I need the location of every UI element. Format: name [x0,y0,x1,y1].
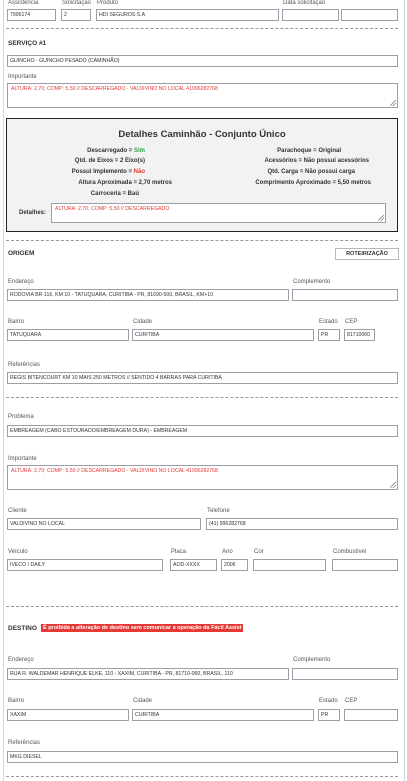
origem-title: ORIGEM [8,250,35,257]
servico-title: SERVIÇO #1 [8,40,47,47]
data-solicitacao-label: Data solicitação [283,0,326,6]
parachoque-label: Parachoque = [277,148,319,154]
carroceria-value: Baú [127,191,139,197]
origem-complemento-field[interactable] [292,289,398,301]
assistencia-label: Assistência [8,0,39,6]
altura-label: Altura Aproximada = [78,180,139,186]
acessorios-label: Acessórios = [264,158,304,164]
resize-grip-icon[interactable] [390,482,396,488]
servico-importante-text: ALTURA: 2,70; COMP: 5,50 // DESCARREGADO - VALDIVINO NO LOCAL 41996282768 [11,86,218,92]
produto-field[interactable]: HDI SEGUROS S.A [96,9,279,21]
combustivel-field[interactable] [332,559,398,571]
truck-details-title: Detalhes Caminhão - Conjunto Único [118,129,286,140]
origem-cidade-label: Cidade [133,319,153,325]
telefone-field[interactable]: (41) 996282768 [206,518,398,530]
destino-estado-label: Estado [319,698,338,704]
divider [6,397,398,398]
implemento-value: Não [133,169,145,175]
truck-details-box [6,118,398,232]
telefone-label: Telefone [207,508,230,514]
placa-label: Placa [171,549,187,555]
data-solicitacao-field[interactable] [282,9,339,21]
implemento-row [72,168,145,176]
origem-estado-label: Estado [319,319,338,325]
acessorios-row [264,157,369,165]
origem-referencias-label: Referências [8,362,41,368]
destino-estado-field[interactable]: PR [318,709,340,721]
problema-importante-text: ALTURA: 2,70; COMP: 5,50 // DESCARREGADO - VALDIVINO NO LOCAL 41996282768 [11,468,218,474]
destino-cep-field[interactable] [344,709,398,721]
combustivel-label: Combustível [333,549,367,555]
solicitacao-label: Solicitação [62,0,92,6]
carga-value: Não possui carga [304,169,355,175]
comprimento-row [255,179,371,187]
descarregado-row [87,147,145,155]
origem-bairro-label: Bairro [8,319,25,325]
parachoque-value: Original [318,148,341,154]
problema-field[interactable]: EMBREAGEM (CABO ESTOURADO/EMBREAGEM DURA) - EMBREAGEM [7,425,398,437]
detalhes-textarea[interactable] [51,203,386,223]
acessorios-value: Não possui acessórios [303,158,369,164]
veiculo-label: Veículo [8,549,28,555]
produto-label: Produto [97,0,119,6]
carga-row [267,168,355,176]
origem-endereco-field[interactable]: RODOVIA BR-116, KM 10 - TATUQUARA, CURITIBA - PR, 81690-500, BRASIL, KM+10 [7,289,289,301]
origem-referencias-field[interactable]: REGIS BITENCOURT KM 10 MAIS 250 METROS // SENTIDO 4 BARRAS PARA CURITIBA [7,372,398,384]
placa-field[interactable]: AOD-XXXX [170,559,217,571]
destino-title: DESTINO [8,625,37,632]
servico-importante-textarea[interactable] [7,83,398,108]
ano-label: Ano [222,549,233,555]
comprimento-label: Comprimento Aproximado = [255,180,338,186]
implemento-label: Possui Implemento = [71,169,134,175]
descarregado-label: Descarregado = [87,148,134,154]
resize-grip-icon[interactable] [390,100,396,106]
divider [6,606,398,607]
divider [6,776,398,777]
destino-cidade-label: Cidade [133,698,153,704]
resize-grip-icon[interactable] [378,215,384,221]
carroceria-row [91,190,139,198]
cliente-field[interactable]: VALDIVINO NO LOCAL [7,518,201,530]
servico-field[interactable]: GUINCHO - GUINCHO PESADO (CAMINHÃO) [7,55,398,67]
destino-referencias-field[interactable]: MKG DIESEL [7,751,398,763]
carga-label: Qtd. Carga = [267,169,305,175]
destino-warning-badge: É proibida a alteração de destino sem comunicar a operação da Fácil Assist [43,625,242,631]
destino-bairro-label: Bairro [8,698,25,704]
destino-complemento-field[interactable] [292,668,398,680]
roteirizacao-button[interactable]: ROTEIRIZAÇÃO [335,248,399,260]
eixos-value: 2 Eixo(s) [119,158,145,164]
eixos-label: Qtd. de Eixos = [74,158,120,164]
origem-complemento-label: Complemento [293,279,331,285]
altura-value: 2,70 metros [138,180,172,186]
destino-endereco-label: Endereço [8,657,34,663]
detalhes-label: Detalhes: [19,210,47,216]
parachoque-row [277,147,341,155]
origem-bairro-field[interactable]: TATUQUARA [7,329,129,341]
solicitacao-field[interactable]: 2 [61,9,91,21]
altura-row [78,179,172,187]
cliente-label: Cliente [8,508,27,514]
origem-endereco-label: Endereço [8,279,34,285]
descarregado-value: Sim [133,148,145,154]
divider [6,240,398,241]
divider [6,28,398,29]
origem-cep-label: CEP [345,319,358,325]
destino-endereco-field[interactable]: RUA R. WALDEMAR HENRIQUE ELKE, 110 - XAXIM, CURITIBA - PR, 81710-060, BRASIL, 110 [7,668,289,680]
eixos-row [75,157,145,165]
origem-cep-field[interactable]: 81710060 [344,329,375,341]
problema-importante-label: Importante [8,456,37,462]
destino-referencias-label: Referências [8,740,41,746]
cor-label: Cor [254,549,264,555]
servico-importante-label: Importante [8,74,37,80]
destino-bairro-field[interactable]: XAXIM [7,709,129,721]
destino-cep-label: CEP [345,698,358,704]
problema-label: Problema [8,414,34,420]
destino-complemento-label: Complemento [293,657,331,663]
veiculo-field[interactable]: IVECO / DAILY [7,559,163,571]
comprimento-value: 5,50 metros [337,180,371,186]
hora-solicitacao-field[interactable] [341,9,398,21]
origem-estado-field[interactable]: PR [318,329,340,341]
detalhes-text: ALTURA: 2,70; COMP: 5,50 // DESCARREGADO [55,206,170,212]
destino-cidade-field[interactable]: CURITIBA [132,709,314,721]
origem-cidade-field[interactable]: CURITIBA [132,329,314,341]
problema-importante-textarea[interactable] [7,465,398,490]
cor-field[interactable] [253,559,326,571]
ano-field[interactable]: 2006 [221,559,248,571]
carroceria-label: Carroceria = [90,191,128,197]
assistencia-field[interactable]: 7996174 [7,9,56,21]
